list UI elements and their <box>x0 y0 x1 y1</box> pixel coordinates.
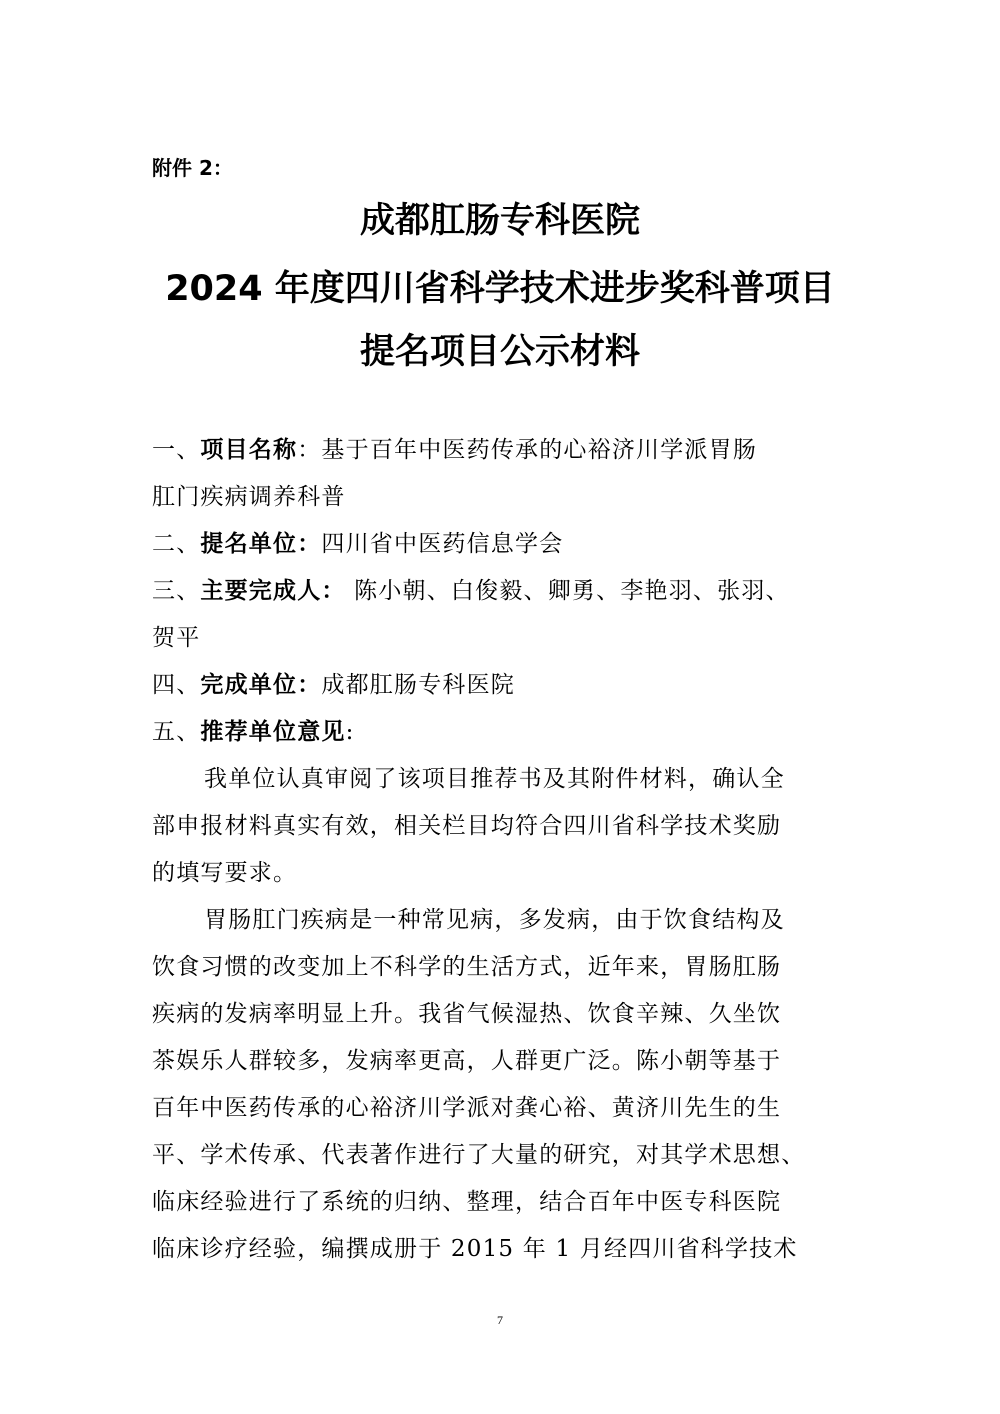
section-completing-unit <box>152 662 852 709</box>
paragraph-line: 部申报材料真实有效，相关栏目均符合四川省科学技术奖励 <box>152 813 782 839</box>
section-number: 三、 <box>152 578 201 604</box>
section-number: 四、 <box>152 672 201 698</box>
document-body <box>152 427 852 1273</box>
section-number: 一、 <box>152 437 201 463</box>
title-material-name: 提名项目公示材料 <box>359 332 640 372</box>
section-label: 主要完成人： <box>200 578 346 604</box>
paragraph-line: 临床诊疗经验，编撰成册于 2015 年 1 月经四川省科学技术 <box>152 1236 798 1262</box>
page-number: 7 <box>497 1313 503 1327</box>
section-number: 五、 <box>152 719 201 745</box>
paragraph-line: 临床经验进行了系统的归纳、整理，结合百年中医专科医院 <box>152 1189 782 1215</box>
section-main-contributors <box>152 568 852 615</box>
section-label: 完成单位： <box>200 672 322 698</box>
title-hospital-name: 成都肛肠专科医院 <box>359 201 640 241</box>
section-value: 陈小朝、白俊毅、卿勇、李艳羽、张羽、 <box>345 578 790 604</box>
title-award-name: 2024 年度四川省科学技术进步奖科普项目 <box>165 269 835 309</box>
paragraph-line: 疾病的发病率明显上升。我省气候湿热、饮食辛辣、久坐饮 <box>152 1001 782 1027</box>
paragraph-line: 我单位认真审阅了该项目推荐书及其附件材料，确认全 <box>204 766 785 792</box>
section-label: 提名单位： <box>200 531 322 557</box>
section-number: 二、 <box>152 531 201 557</box>
section-label: 项目名称 <box>200 437 298 463</box>
paragraph-line: 胃肠肛门疾病是一种常见病，多发病，由于饮食结构及 <box>204 907 785 933</box>
section-recommendation <box>152 709 852 756</box>
section-value: 成都肛肠专科医院 <box>321 672 516 698</box>
paragraph-line: 百年中医药传承的心裕济川学派对龚心裕、黄济川先生的生 <box>152 1095 782 1121</box>
section-nominating-unit <box>152 521 852 568</box>
paragraph-line: 茶娱乐人群较多，发病率更高，人群更广泛。陈小朝等基于 <box>152 1048 782 1074</box>
paragraph-line: 的填写要求。 <box>152 860 298 886</box>
section-project-name-cont: 肛门疾病调养科普 <box>152 484 346 510</box>
section-colon: ： <box>297 437 322 463</box>
section-value: 四川省中医药信息学会 <box>321 531 564 557</box>
paragraph-line: 饮食习惯的改变加上不科学的生活方式，近年来，胃肠肛肠 <box>152 954 782 980</box>
section-colon: : <box>345 719 355 745</box>
section-label: 推荐单位意见 <box>200 719 346 745</box>
section-project-name <box>152 427 852 474</box>
section-value: 基于百年中医药传承的心裕济川学派胃肠 <box>321 437 758 463</box>
attachment-label: 附件 2： <box>152 156 233 180</box>
paragraph-line: 平、学术传承、代表著作进行了大量的研究，对其学术思想、 <box>152 1142 806 1168</box>
section-main-contributors-cont: 贺平 <box>152 625 201 651</box>
